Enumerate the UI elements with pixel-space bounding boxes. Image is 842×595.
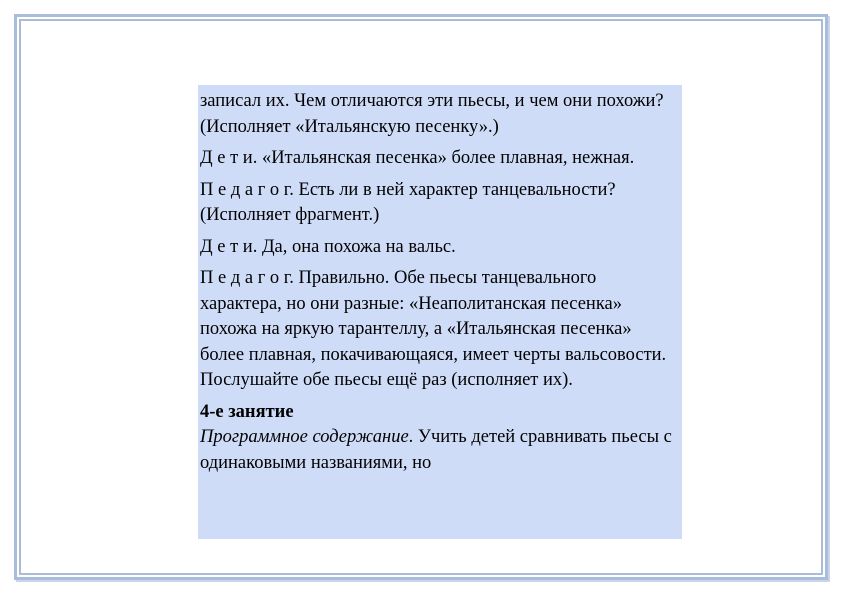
- program-content-text: . Учить детей сравнивать пьесы с одинаковыми названиями, но: [200, 427, 672, 473]
- paragraph-question: записал их. Чем отличаются эти пьесы, и чем они похожи? (Исполняет «Итальянскую песенку».): [200, 91, 664, 137]
- text-box: [198, 85, 682, 539]
- program-content-paragraph: [200, 425, 680, 476]
- paragraph-children-answer-2: Д е т и. Да, она похожа на вальс.: [200, 236, 456, 257]
- paragraph-teacher-question: П е д а г о г. Есть ли в ней характер танцевальности? (Исполняет фрагмент.): [200, 179, 616, 225]
- paragraph-children-answer-1: Д е т и. «Итальянская песенка» более плавная, нежная.: [200, 148, 635, 168]
- lesson-heading: 4-е занятие: [200, 401, 294, 422]
- program-content-label: Программное содержание: [200, 427, 409, 447]
- paragraph-teacher-explanation: П е д а г о г. Правильно. Обе пьесы танцевального характера, но они разные: «Неаполитанская песенка» похожа на яркую тарантеллу, а «Итальянская песенка» более плавная, покачивающаяся, имеет черты вальсовости. Послушайте обе пьесы ещё раз (исполняет их).: [200, 268, 667, 390]
